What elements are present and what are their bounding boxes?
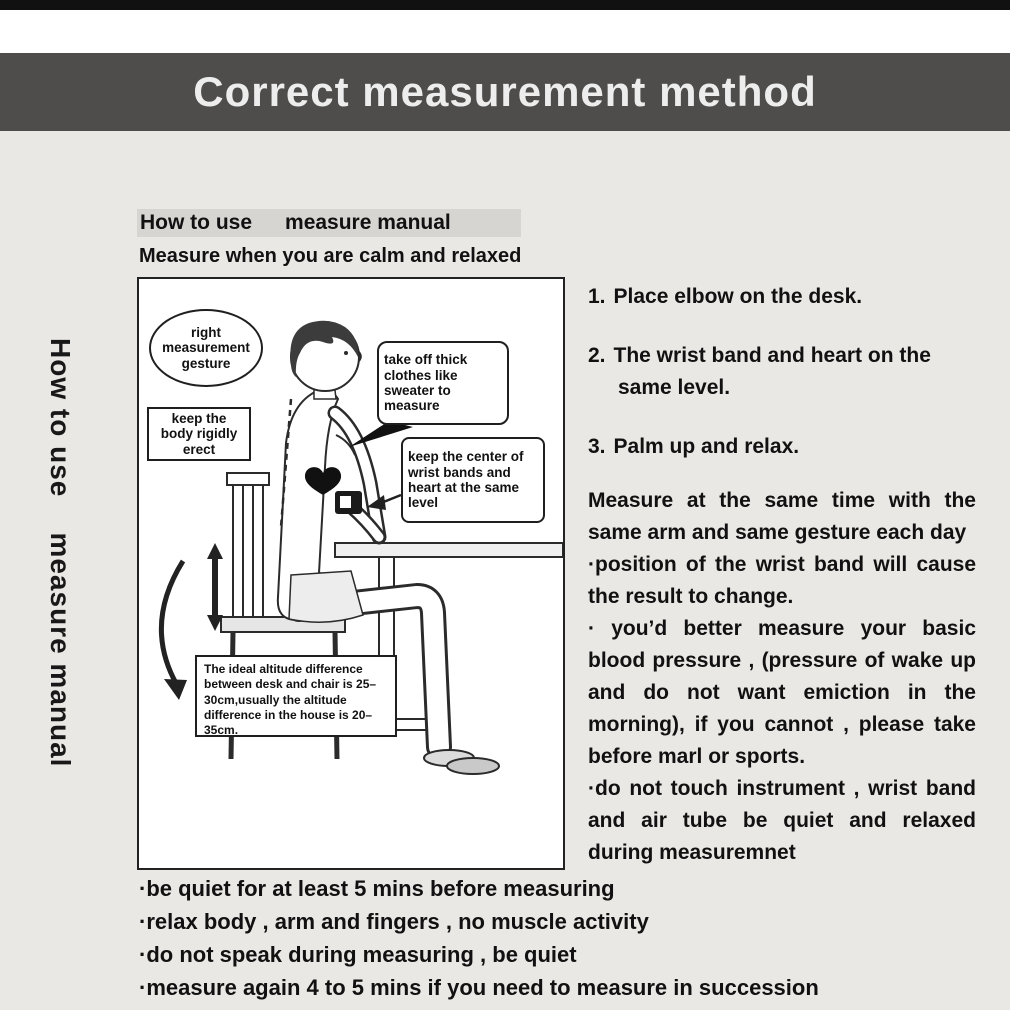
note-relax-body: ·relax body , arm and fingers , no muscle activity (139, 909, 649, 934)
instructions-column (588, 281, 976, 869)
step-3-text: Palm up and relax. (613, 435, 800, 458)
tip-basic-pressure: · you’d better measure your basic blood pressure , (pressure of wake up and do not want emiction in the morning), if you cannot , please take before marl or sports. (588, 617, 976, 768)
measurement-tips (588, 485, 976, 869)
how-to-use-heading (137, 209, 521, 237)
callout-altitude-difference: The ideal altitude difference between desk and chair is 25–30cm,usually the altitude difference in the house is 20–35cm. (195, 655, 397, 737)
tip-same-time: Measure at the same time with the same arm and same gesture each day (588, 489, 976, 544)
illustration-panel (137, 277, 565, 870)
calm-relaxed-subheading: Measure when you are calm and relaxed (139, 245, 522, 267)
note-do-not-speak: ·do not speak during measuring , be quiet (139, 942, 577, 967)
step-1 (588, 281, 976, 313)
callout-body-erect: keep the body rigidly erect (147, 407, 251, 461)
note-quiet-5-mins: ·be quiet for at least 5 mins before measuring (139, 876, 615, 901)
tip-band-position: ·position of the wrist band will cause the result to change. (588, 553, 976, 608)
callout-wrist-heart-level: keep the center of wrist bands and heart at the same level (401, 437, 545, 523)
top-black-strip (0, 0, 1010, 10)
callout-take-off-clothes: take off thick clothes like sweater to measure (377, 341, 509, 425)
callout-right-gesture: right measurement gesture (149, 309, 263, 387)
step-2-number: 2. (588, 344, 606, 367)
tip-do-not-touch: ·do not touch instrument , wrist band and air tube be quiet and relaxed during measuremnet (588, 777, 976, 864)
step-2-text: The wrist band and heart on the same level. (613, 344, 931, 399)
step-1-number: 1. (588, 285, 606, 308)
step-3-number: 3. (588, 435, 606, 458)
note-measure-again: ·measure again 4 to 5 mins if you need to measure in succession (139, 975, 819, 1000)
bottom-notes (139, 872, 839, 1004)
vertical-sidebar-label: How to use measure manual (45, 338, 76, 768)
step-3 (588, 431, 976, 463)
page-title: Correct measurement method (193, 68, 817, 115)
step-1-text: Place elbow on the desk. (613, 285, 863, 308)
heading-how-to-use: How to use (140, 211, 253, 234)
heading-measure-manual: measure manual (285, 211, 451, 234)
title-banner (0, 53, 1010, 131)
step-2 (588, 340, 976, 404)
